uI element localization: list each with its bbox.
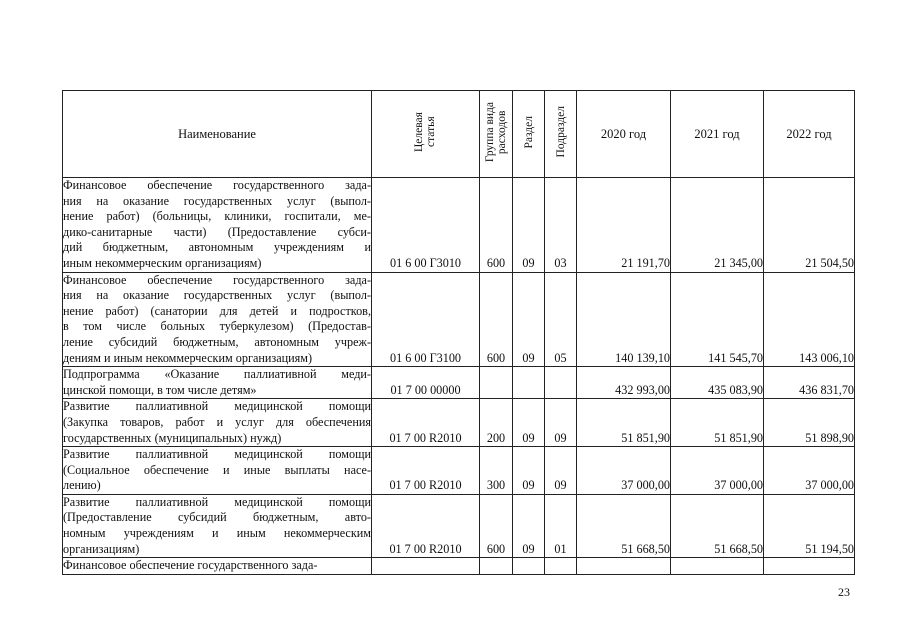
cell-name bbox=[63, 494, 372, 557]
cell-target-code: 01 6 00 Г3010 bbox=[372, 178, 480, 273]
name-line: Финансовое обеспечение государственного зада- bbox=[63, 558, 318, 573]
cell-2021: 37 000,00 bbox=[671, 447, 764, 495]
cell-group: 600 bbox=[480, 494, 513, 557]
cell-group: 600 bbox=[480, 178, 513, 273]
cell-name bbox=[63, 178, 372, 273]
table-body bbox=[63, 178, 855, 575]
cell-2021 bbox=[671, 558, 764, 575]
header-target: Целевая статья bbox=[372, 91, 480, 178]
table-row bbox=[63, 272, 855, 367]
cell-2022: 37 000,00 bbox=[764, 447, 855, 495]
cell-2020 bbox=[577, 558, 671, 575]
cell-2020: 51 851,90 bbox=[577, 399, 671, 447]
cell-section: 09 bbox=[513, 178, 545, 273]
table-header-row bbox=[63, 91, 855, 178]
name-line: дико-санитарные части) (Предоставление субси- bbox=[63, 224, 371, 239]
cell-group: 200 bbox=[480, 399, 513, 447]
cell-subsection: 03 bbox=[545, 178, 577, 273]
cell-2020: 21 191,70 bbox=[577, 178, 671, 273]
cell-target-code: 01 6 00 Г3100 bbox=[372, 272, 480, 367]
cell-2022: 21 504,50 bbox=[764, 178, 855, 273]
cell-group bbox=[480, 558, 513, 575]
table-row bbox=[63, 447, 855, 495]
table-row bbox=[63, 367, 855, 399]
name-line: (Социальное обеспечение и иные выплаты насе- bbox=[63, 462, 371, 477]
cell-2021: 435 083,90 bbox=[671, 367, 764, 399]
cell-name bbox=[63, 447, 372, 495]
cell-2022: 436 831,70 bbox=[764, 367, 855, 399]
name-line: (Предоставление субсидий бюджетным, авто- bbox=[63, 510, 371, 525]
cell-2021: 21 345,00 bbox=[671, 178, 764, 273]
cell-target-code bbox=[372, 558, 480, 575]
header-subsection: Подраздел bbox=[545, 91, 577, 178]
name-line: дениям и иным некоммерческим организациям) bbox=[63, 350, 313, 365]
table-row bbox=[63, 399, 855, 447]
cell-name bbox=[63, 558, 372, 575]
cell-name bbox=[63, 399, 372, 447]
table-row bbox=[63, 178, 855, 273]
cell-subsection bbox=[545, 367, 577, 399]
cell-target-code: 01 7 00 R2010 bbox=[372, 494, 480, 557]
cell-subsection: 09 bbox=[545, 399, 577, 447]
name-line: нение работ) (санатории для детей и подростков, bbox=[63, 303, 371, 318]
page-number: 23 bbox=[838, 585, 850, 599]
name-line: ния на оказание государственных услуг (выпол- bbox=[63, 193, 371, 208]
cell-2021: 51 851,90 bbox=[671, 399, 764, 447]
cell-section: 09 bbox=[513, 272, 545, 367]
name-line: номным учреждениям и иным некоммерческим bbox=[63, 526, 371, 541]
header-name: Наименование bbox=[63, 91, 372, 178]
name-line: организациям) bbox=[63, 541, 140, 556]
header-group bbox=[480, 91, 513, 178]
cell-2022: 51 194,50 bbox=[764, 494, 855, 557]
cell-2021: 51 668,50 bbox=[671, 494, 764, 557]
header-section: Раздел bbox=[513, 91, 545, 178]
cell-2022: 51 898,90 bbox=[764, 399, 855, 447]
name-line: иным некоммерческим организациям) bbox=[63, 255, 262, 270]
name-line: Финансовое обеспечение государственного зада- bbox=[63, 272, 371, 287]
name-line: (Закупка товаров, работ и услуг для обеспечения bbox=[63, 414, 371, 429]
table-row bbox=[63, 494, 855, 557]
cell-group: 300 bbox=[480, 447, 513, 495]
cell-section: 09 bbox=[513, 399, 545, 447]
name-line: Развитие паллиативной медицинской помощи bbox=[63, 447, 371, 462]
name-line: цинской помощи, в том числе детям» bbox=[63, 382, 257, 397]
cell-name bbox=[63, 367, 372, 399]
cell-group bbox=[480, 367, 513, 399]
name-line: ление субсидий бюджетным, автономным учреж- bbox=[63, 334, 371, 349]
cell-target-code: 01 7 00 R2010 bbox=[372, 447, 480, 495]
header-2021: 2021 год bbox=[671, 91, 764, 178]
cell-section bbox=[513, 558, 545, 575]
cell-section bbox=[513, 367, 545, 399]
cell-2022: 143 006,10 bbox=[764, 272, 855, 367]
header-group-line1: Группа вида bbox=[484, 101, 496, 163]
cell-name bbox=[63, 272, 372, 367]
header-2022: 2022 год bbox=[764, 91, 855, 178]
cell-subsection: 05 bbox=[545, 272, 577, 367]
name-line: Финансовое обеспечение государственного зада- bbox=[63, 178, 371, 192]
cell-subsection: 09 bbox=[545, 447, 577, 495]
header-group-line2: расходов bbox=[496, 110, 508, 154]
name-line: Развитие паллиативной медицинской помощи bbox=[63, 399, 371, 414]
cell-target-code: 01 7 00 R2010 bbox=[372, 399, 480, 447]
cell-section: 09 bbox=[513, 447, 545, 495]
budget-table bbox=[62, 90, 855, 575]
cell-group: 600 bbox=[480, 272, 513, 367]
cell-subsection bbox=[545, 558, 577, 575]
name-line: нение работ) (больницы, клиники, госпитали, ме- bbox=[63, 209, 371, 224]
name-line: лению) bbox=[63, 478, 101, 493]
name-line: Развитие паллиативной медицинской помощи bbox=[63, 494, 371, 509]
cell-2022 bbox=[764, 558, 855, 575]
cell-2020: 37 000,00 bbox=[577, 447, 671, 495]
cell-subsection: 01 bbox=[545, 494, 577, 557]
name-line: дий бюджетным, автономным учреждениям и bbox=[63, 240, 371, 255]
cell-2020: 51 668,50 bbox=[577, 494, 671, 557]
table-row bbox=[63, 558, 855, 575]
name-line: в том числе больных туберкулезом) (Предостав- bbox=[63, 319, 371, 334]
name-line: Подпрограмма «Оказание паллиативной меди- bbox=[63, 367, 371, 382]
cell-2020: 432 993,00 bbox=[577, 367, 671, 399]
cell-2020: 140 139,10 bbox=[577, 272, 671, 367]
header-2020: 2020 год bbox=[577, 91, 671, 178]
cell-section: 09 bbox=[513, 494, 545, 557]
name-line: ния на оказание государственных услуг (выпол- bbox=[63, 288, 371, 303]
cell-2021: 141 545,70 bbox=[671, 272, 764, 367]
cell-target-code: 01 7 00 00000 bbox=[372, 367, 480, 399]
name-line: государственных (муниципальных) нужд) bbox=[63, 430, 282, 445]
